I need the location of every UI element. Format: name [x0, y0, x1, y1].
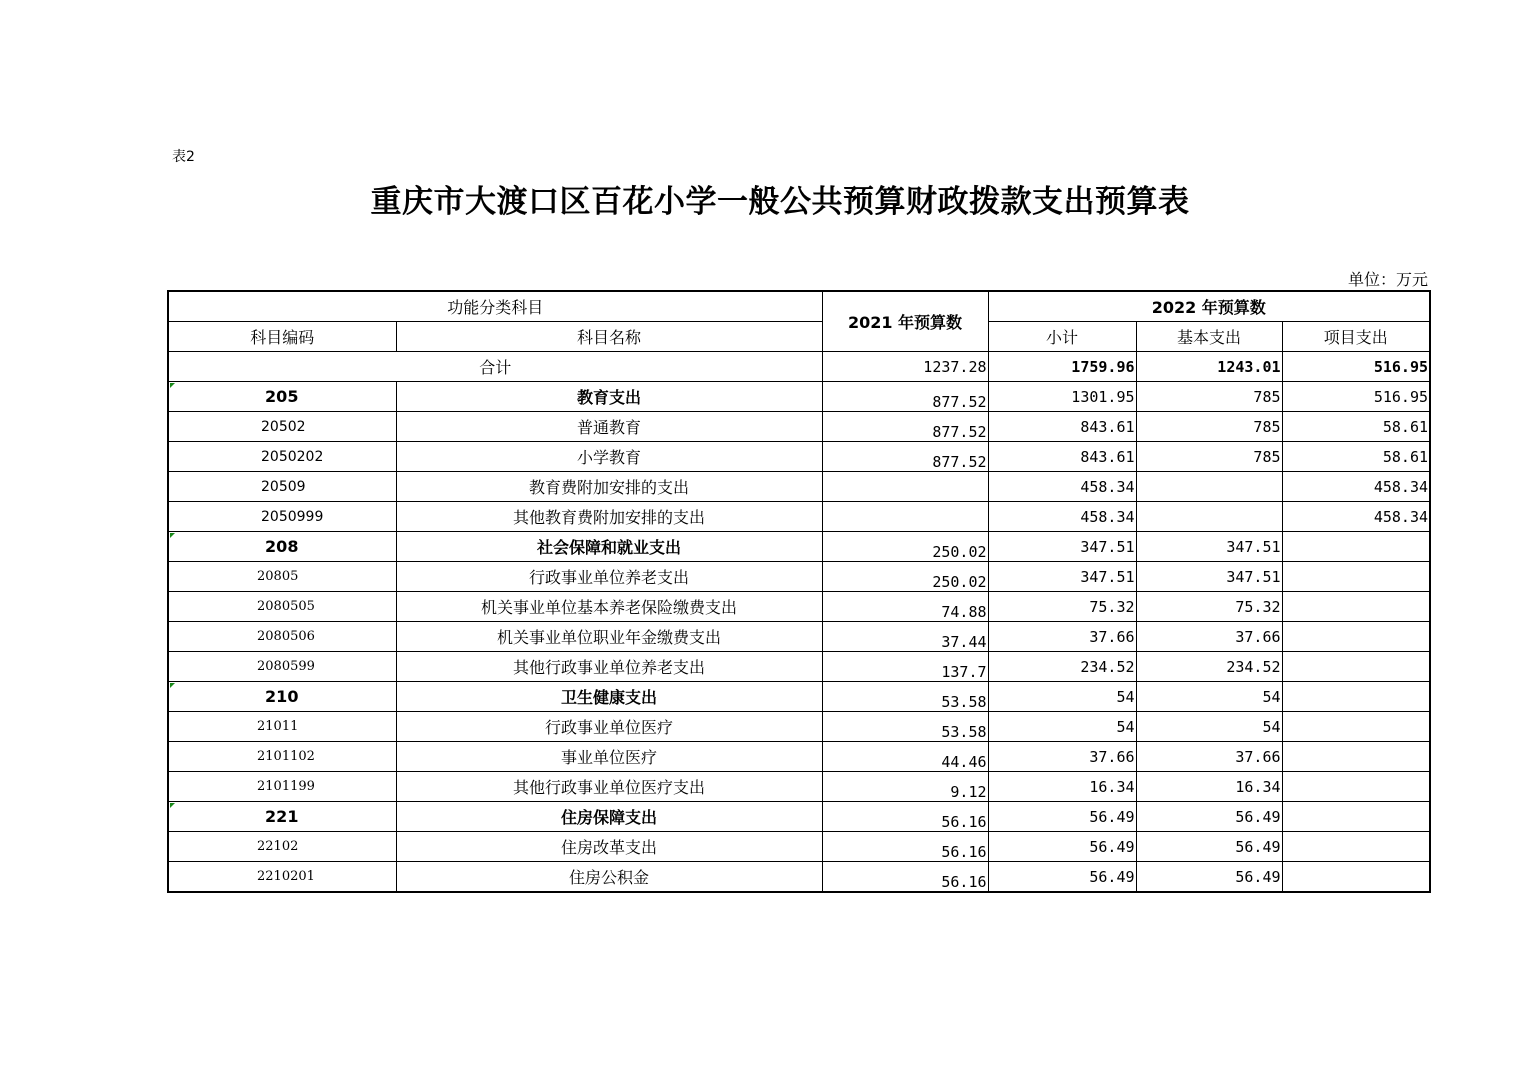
- row-basic: 56.49: [1136, 802, 1282, 832]
- table-row: [168, 502, 1430, 532]
- row-name: 卫生健康支出: [396, 682, 822, 712]
- row-name: 行政事业单位医疗: [396, 712, 822, 742]
- row-code: 2080506: [168, 622, 396, 652]
- total-2021: 1237.28: [822, 352, 988, 382]
- row-project: [1282, 712, 1430, 742]
- table-row: [168, 742, 1430, 772]
- row-project: [1282, 562, 1430, 592]
- row-subtotal: 843.61: [988, 412, 1136, 442]
- row-subtotal: 37.66: [988, 622, 1136, 652]
- row-name: 事业单位医疗: [396, 742, 822, 772]
- row-subtotal: 16.34: [988, 772, 1136, 802]
- row-project: [1282, 682, 1430, 712]
- row-code: 2080505: [168, 592, 396, 622]
- row-basic: 785: [1136, 412, 1282, 442]
- header-budget-2021: 2021 年预算数: [822, 291, 988, 352]
- row-name: 机关事业单位基本养老保险缴费支出: [396, 592, 822, 622]
- row-subtotal: 56.49: [988, 862, 1136, 893]
- page-title: 重庆市大渡口区百花小学一般公共预算财政拨款支出预算表: [370, 184, 1190, 220]
- row-budget-2021: 250.02: [822, 562, 988, 592]
- row-subtotal: 54: [988, 712, 1136, 742]
- row-code: 2101102: [168, 742, 396, 772]
- row-budget-2021: 56.16: [822, 832, 988, 862]
- row-basic: [1136, 472, 1282, 502]
- row-budget-2021: 9.12: [822, 772, 988, 802]
- row-budget-2021: 56.16: [822, 802, 988, 832]
- row-subtotal: 347.51: [988, 562, 1136, 592]
- row-name: 教育支出: [396, 382, 822, 412]
- row-basic: 56.49: [1136, 862, 1282, 893]
- row-basic: 37.66: [1136, 622, 1282, 652]
- row-budget-2021: [822, 472, 988, 502]
- row-subtotal: 37.66: [988, 742, 1136, 772]
- header-budget-2022: 2022 年预算数: [988, 291, 1430, 322]
- row-subtotal: 56.49: [988, 832, 1136, 862]
- row-code: 20805: [168, 562, 396, 592]
- row-code: 205: [168, 382, 396, 412]
- row-project: 58.61: [1282, 442, 1430, 472]
- row-subtotal: 347.51: [988, 532, 1136, 562]
- row-basic: 785: [1136, 442, 1282, 472]
- row-name: 机关事业单位职业年金缴费支出: [396, 622, 822, 652]
- row-budget-2021: 74.88: [822, 592, 988, 622]
- row-budget-2021: 877.52: [822, 442, 988, 472]
- row-subtotal: 234.52: [988, 652, 1136, 682]
- row-subtotal: 458.34: [988, 502, 1136, 532]
- row-project: [1282, 742, 1430, 772]
- row-code: 221: [168, 802, 396, 832]
- row-name: 其他行政事业单位医疗支出: [396, 772, 822, 802]
- row-code: 20509: [168, 472, 396, 502]
- row-budget-2021: [822, 502, 988, 532]
- table-row: [168, 622, 1430, 652]
- row-code: 2210201: [168, 862, 396, 893]
- header-row-1: [168, 291, 1430, 322]
- row-name: 普通教育: [396, 412, 822, 442]
- table-row: [168, 382, 1430, 412]
- row-basic: 54: [1136, 712, 1282, 742]
- total-basic: 1243.01: [1136, 352, 1282, 382]
- row-basic: 75.32: [1136, 592, 1282, 622]
- row-basic: [1136, 502, 1282, 532]
- total-subtotal: 1759.96: [988, 352, 1136, 382]
- table-row: [168, 472, 1430, 502]
- header-func-class: 功能分类科目: [168, 291, 822, 322]
- row-code: 22102: [168, 832, 396, 862]
- row-project: [1282, 772, 1430, 802]
- row-code: 208: [168, 532, 396, 562]
- row-subtotal: 54: [988, 682, 1136, 712]
- row-project: [1282, 802, 1430, 832]
- budget-table: [167, 290, 1431, 893]
- row-budget-2021: 37.44: [822, 622, 988, 652]
- row-code: 20502: [168, 412, 396, 442]
- row-code: 2050999: [168, 502, 396, 532]
- row-name: 行政事业单位养老支出: [396, 562, 822, 592]
- row-subtotal: 75.32: [988, 592, 1136, 622]
- row-project: 516.95: [1282, 382, 1430, 412]
- row-budget-2021: 250.02: [822, 532, 988, 562]
- row-name: 教育费附加安排的支出: [396, 472, 822, 502]
- header-row-2: [168, 322, 1430, 352]
- table-row: [168, 802, 1430, 832]
- table-row: [168, 592, 1430, 622]
- row-project: [1282, 832, 1430, 862]
- table-row: [168, 832, 1430, 862]
- row-budget-2021: 137.7: [822, 652, 988, 682]
- row-basic: 37.66: [1136, 742, 1282, 772]
- table-row: [168, 682, 1430, 712]
- row-name: 社会保障和就业支出: [396, 532, 822, 562]
- header-basic: 基本支出: [1136, 322, 1282, 352]
- header-name: 科目名称: [396, 322, 822, 352]
- row-budget-2021: 877.52: [822, 382, 988, 412]
- row-code: 2101199: [168, 772, 396, 802]
- row-budget-2021: 44.46: [822, 742, 988, 772]
- row-basic: 785: [1136, 382, 1282, 412]
- row-name: 小学教育: [396, 442, 822, 472]
- table-row: [168, 412, 1430, 442]
- row-project: [1282, 862, 1430, 893]
- row-subtotal: 458.34: [988, 472, 1136, 502]
- row-budget-2021: 56.16: [822, 862, 988, 893]
- row-name: 其他教育费附加安排的支出: [396, 502, 822, 532]
- row-name: 其他行政事业单位养老支出: [396, 652, 822, 682]
- table-number: 表2: [172, 149, 195, 165]
- row-project: 458.34: [1282, 472, 1430, 502]
- row-budget-2021: 53.58: [822, 682, 988, 712]
- row-code: 21011: [168, 712, 396, 742]
- row-code: 2080599: [168, 652, 396, 682]
- table-row: [168, 652, 1430, 682]
- row-subtotal: 1301.95: [988, 382, 1136, 412]
- row-code: 2050202: [168, 442, 396, 472]
- table-row: [168, 862, 1430, 893]
- table-row: [168, 712, 1430, 742]
- total-label: 合计: [168, 352, 822, 382]
- table-row: [168, 442, 1430, 472]
- row-subtotal: 843.61: [988, 442, 1136, 472]
- row-basic: 16.34: [1136, 772, 1282, 802]
- header-project: 项目支出: [1282, 322, 1430, 352]
- row-basic: 347.51: [1136, 562, 1282, 592]
- row-name: 住房公积金: [396, 862, 822, 893]
- row-budget-2021: 877.52: [822, 412, 988, 442]
- row-project: 58.61: [1282, 412, 1430, 442]
- row-basic: 56.49: [1136, 832, 1282, 862]
- row-project: [1282, 532, 1430, 562]
- row-project: 458.34: [1282, 502, 1430, 532]
- table-row: [168, 562, 1430, 592]
- table-row: [168, 772, 1430, 802]
- table-row: [168, 532, 1430, 562]
- row-project: [1282, 622, 1430, 652]
- header-subtotal: 小计: [988, 322, 1136, 352]
- row-project: [1282, 652, 1430, 682]
- row-name: 住房改革支出: [396, 832, 822, 862]
- row-basic: 347.51: [1136, 532, 1282, 562]
- row-basic: 54: [1136, 682, 1282, 712]
- row-basic: 234.52: [1136, 652, 1282, 682]
- row-name: 住房保障支出: [396, 802, 822, 832]
- total-row: [168, 352, 1430, 382]
- header-code: 科目编码: [168, 322, 396, 352]
- total-project: 516.95: [1282, 352, 1430, 382]
- row-code: 210: [168, 682, 396, 712]
- row-project: [1282, 592, 1430, 622]
- row-budget-2021: 53.58: [822, 712, 988, 742]
- unit-label: 单位：万元: [1347, 270, 1428, 289]
- row-subtotal: 56.49: [988, 802, 1136, 832]
